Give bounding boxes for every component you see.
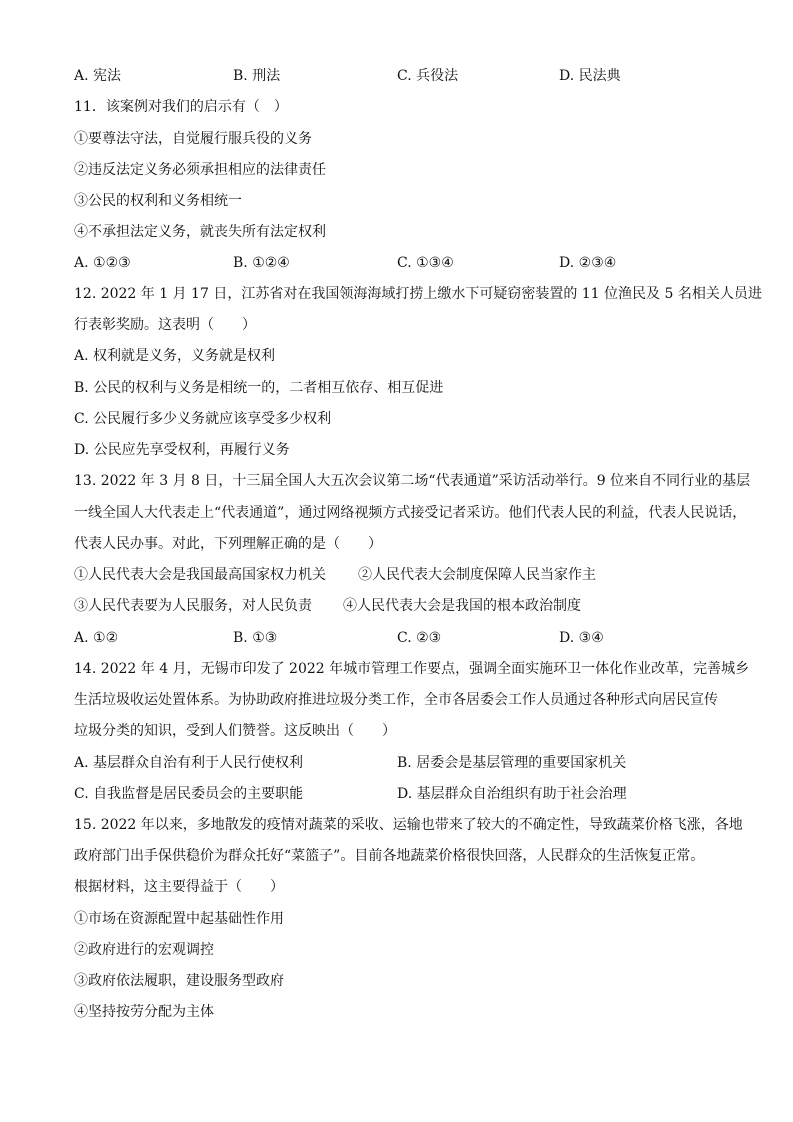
- q12-option-d: D. 公民应先享受权利，再履行义务: [74, 442, 290, 458]
- q13-option-c: C. ②③: [397, 630, 442, 646]
- q14-stem-line-1: 14. 2022 年 4 月，无锡市印发了 2022 年城市管理工作要点，强调全面实施环卫一体化作业改革，完善城乡: [74, 661, 750, 677]
- q14-stem-line-3: 垃圾分类的知识，受到人们赞誉。这反映出（ ）: [74, 723, 396, 739]
- q11-statement-2: ②违反法定义务必须承担相应的法律责任: [74, 162, 326, 178]
- q13-statement-2: ②人民代表大会制度保障人民当家作主: [358, 567, 596, 583]
- q11-option-d: D. ②③④: [559, 255, 617, 271]
- q15-statement-2: ②政府进行的宏观调控: [74, 942, 214, 958]
- q15-statement-3: ③政府依法履职，建设服务型政府: [74, 973, 284, 989]
- q12-option-c: C. 公民履行多少义务就应该享受多少权利: [74, 411, 332, 427]
- q14-option-b: B. 居委会是基层管理的重要国家机关: [397, 755, 627, 771]
- q14-option-a: A. 基层群众自治有利于人民行使权利: [74, 755, 304, 771]
- q13-stem-line-1: 13. 2022 年 3 月 8 日，十三届全国人大五次会议第二场“代表通道”采访活动举行。9 位来自不同行业的基层: [74, 473, 751, 489]
- q12-option-a: A. 权利就是义务，义务就是权利: [74, 348, 276, 364]
- q14-option-d: D. 基层群众自治组织有助于社会治理: [397, 786, 627, 802]
- q12-stem-line-2: 行表彰奖励。这表明（ ）: [74, 317, 256, 333]
- q11-statement-4: ④不承担法定义务，就丧失所有法定权利: [74, 224, 326, 240]
- q13-option-b: B. ①③: [233, 630, 278, 646]
- q15-stem-line-2: 政府部门出手保供稳价为群众托好“菜篮子”。目前各地蔬菜价格很快回落，人民群众的生活恢复正常。: [74, 848, 705, 864]
- q14-stem-line-2: 生活垃圾收运处置体系。为协助政府推进垃圾分类工作，全市各居委会工作人员通过各种形式向居民宣传: [74, 692, 718, 708]
- q15-statement-1: ①市场在资源配置中起基础性作用: [74, 911, 284, 927]
- q11-statement-1: ①要尊法守法，自觉履行服兵役的义务: [74, 131, 312, 147]
- q10-option-c: C. 兵役法: [397, 68, 459, 84]
- q15-stem-line-1: 15. 2022 年以来，多地散发的疫情对蔬菜的采收、运输也带来了较大的不确定性，导致蔬菜价格飞涨，各地: [74, 817, 743, 833]
- q11-option-c: C. ①③④: [397, 255, 454, 271]
- q12-option-b: B. 公民的权利与义务是相统一的，二者相互依存、相互促进: [74, 380, 444, 396]
- q13-option-a: A. ①②: [74, 630, 119, 646]
- q13-option-d: D. ③④: [559, 630, 604, 646]
- q14-option-c: C. 自我监督是居民委员会的主要职能: [74, 786, 304, 802]
- q12-stem-line-1: 12. 2022 年 1 月 17 日，江苏省对在我国领海海域打捞上缴水下可疑窃密装置的 11 位渔民及 5 名相关人员进: [74, 286, 762, 302]
- q10-option-a: A. 宪法: [74, 68, 122, 84]
- q13-statement-4: ④人民代表大会是我国的根本政治制度: [343, 598, 581, 614]
- q15-stem-line-3: 根据材料，这主要得益于（ ）: [74, 879, 284, 895]
- q13-statement-1: ①人民代表大会是我国最高国家权力机关: [74, 567, 326, 583]
- q15-statement-4: ④坚持按劳分配为主体: [74, 1004, 214, 1020]
- q10-option-b: B. 刑法: [233, 68, 281, 84]
- q11-option-a: A. ①②③: [74, 255, 131, 271]
- q13-stem-line-3: 代表人民办事。对此，下列理解正确的是（ ）: [74, 536, 382, 552]
- q13-stem-line-2: 一线全国人大代表走上“代表通道”，通过网络视频方式接受记者采访。他们代表人民的利益，代表人民说话，: [74, 505, 747, 521]
- q11-stem: 11．该案例对我们的启示有（ ）: [74, 99, 288, 115]
- q11-option-b: B. ①②④: [233, 255, 290, 271]
- q10-option-d: D. 民法典: [559, 68, 621, 84]
- q11-statement-3: ③公民的权利和义务相统一: [74, 193, 242, 209]
- q13-statement-3: ③人民代表要为人民服务，对人民负责: [74, 598, 312, 614]
